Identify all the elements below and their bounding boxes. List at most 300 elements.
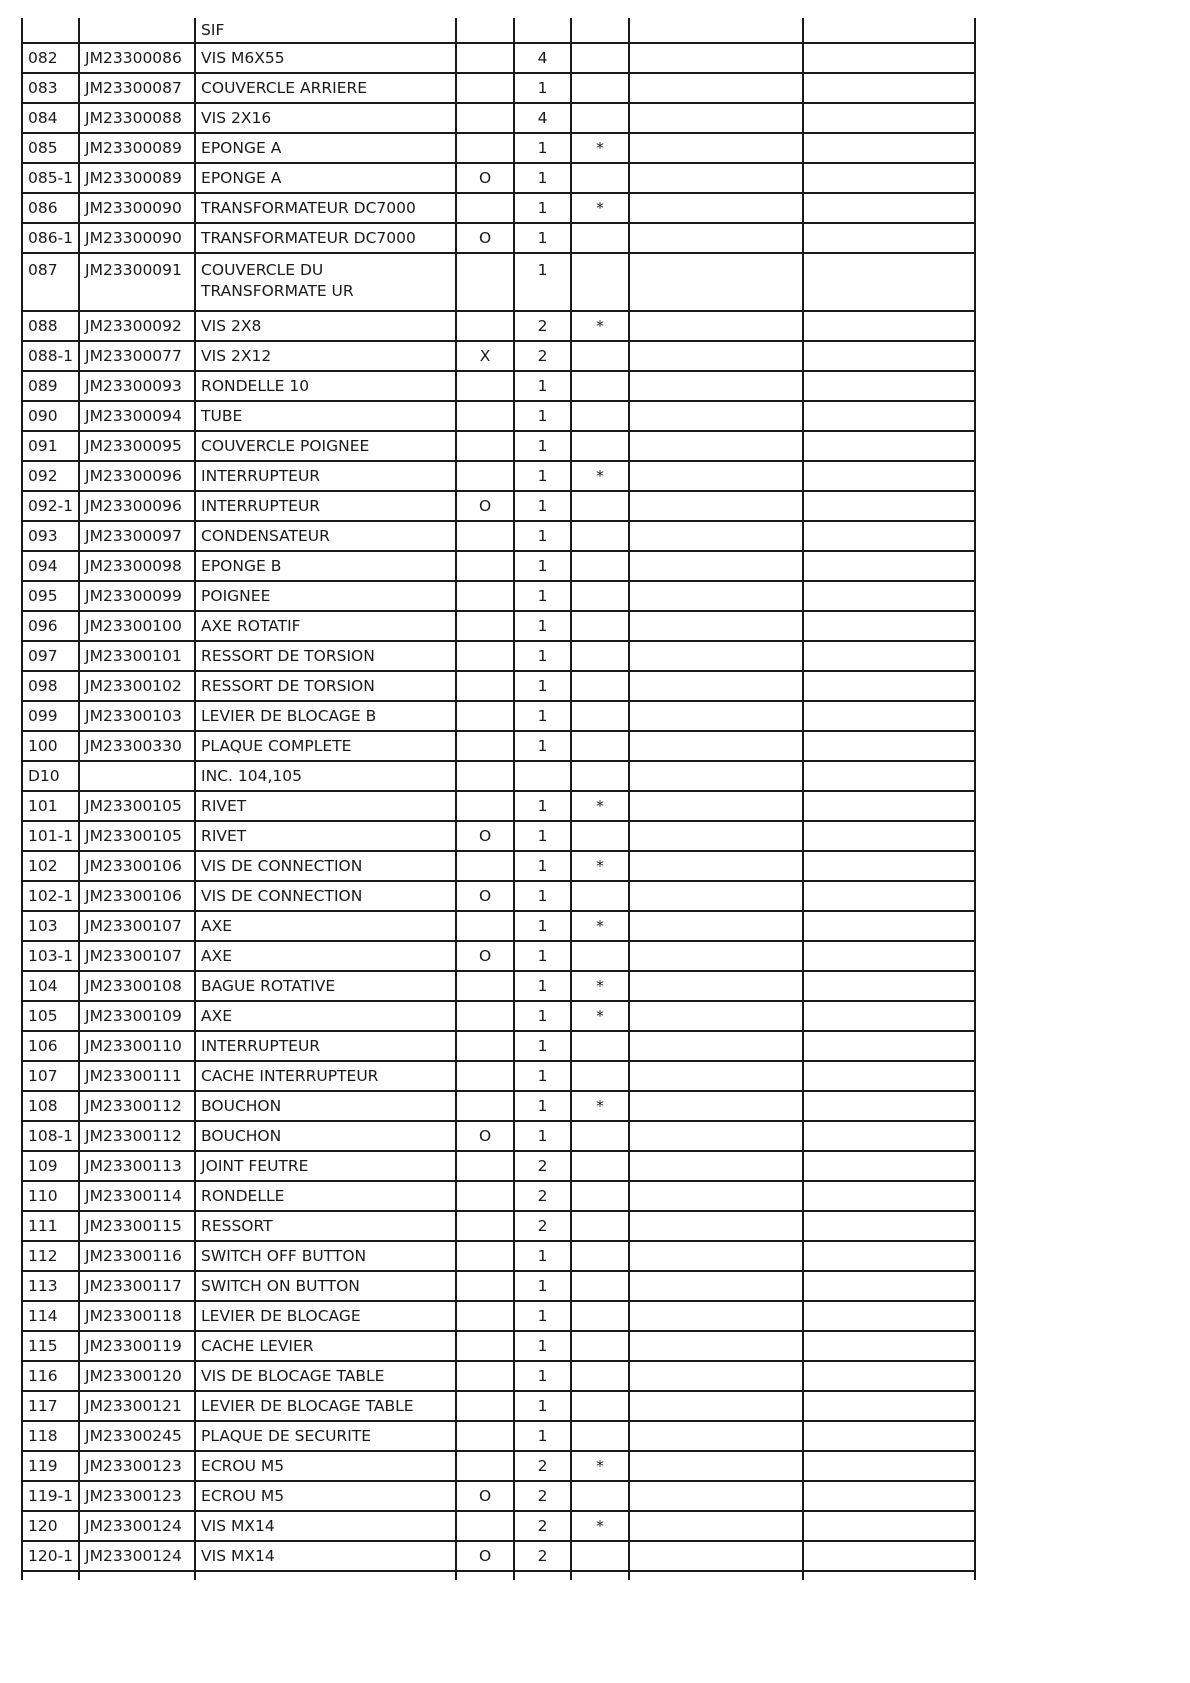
item-number-cell: 086-1	[22, 223, 79, 253]
item-number-cell: 094	[22, 551, 79, 581]
table-row	[22, 401, 975, 431]
item-number-cell: 084	[22, 103, 79, 133]
note-mark-cell	[571, 253, 629, 311]
part-code-cell: JM23300100	[79, 611, 195, 641]
part-code-cell: JM23300092	[79, 311, 195, 341]
blank-cell	[803, 43, 975, 73]
table-row	[22, 1511, 975, 1541]
blank-cell	[803, 133, 975, 163]
blank-cell	[803, 491, 975, 521]
description-cell: VIS 2X12	[195, 341, 456, 371]
quantity-cell: 1	[514, 701, 571, 731]
quantity-cell: 2	[514, 311, 571, 341]
note-mark-cell: *	[571, 1451, 629, 1481]
description-cell: VIS M6X55	[195, 43, 456, 73]
item-number-cell: 106	[22, 1031, 79, 1061]
variant-mark-cell: O	[456, 223, 514, 253]
blank-cell	[803, 341, 975, 371]
blank-cell	[803, 1361, 975, 1391]
quantity-cell: 1	[514, 133, 571, 163]
quantity-cell: 1	[514, 1031, 571, 1061]
blank-cell	[803, 401, 975, 431]
table-row	[22, 881, 975, 911]
part-code-cell: JM23300116	[79, 1241, 195, 1271]
note-mark-cell: *	[571, 851, 629, 881]
quantity-cell: 1	[514, 431, 571, 461]
note-mark-cell: *	[571, 461, 629, 491]
note-mark-cell	[571, 1331, 629, 1361]
note-mark-cell	[571, 881, 629, 911]
variant-mark-cell	[456, 73, 514, 103]
note-mark-cell	[571, 941, 629, 971]
part-code-cell: JM23300105	[79, 821, 195, 851]
blank-cell	[629, 611, 803, 641]
table-row	[22, 1481, 975, 1511]
blank-cell	[803, 731, 975, 761]
item-number-cell: 088-1	[22, 341, 79, 371]
blank-cell	[803, 1301, 975, 1331]
description-cell: TUBE	[195, 401, 456, 431]
quantity-cell: 2	[514, 1511, 571, 1541]
table-row	[22, 341, 975, 371]
blank-cell	[629, 1121, 803, 1151]
note-mark-cell: *	[571, 791, 629, 821]
description-cell: VIS DE CONNECTION	[195, 851, 456, 881]
description-cell: LEVIER DE BLOCAGE	[195, 1301, 456, 1331]
blank-cell	[629, 431, 803, 461]
quantity-cell: 1	[514, 881, 571, 911]
table-row	[22, 1571, 975, 1580]
item-number-cell: 103	[22, 911, 79, 941]
table-row	[22, 671, 975, 701]
table-row	[22, 641, 975, 671]
blank-cell	[629, 133, 803, 163]
blank-cell	[803, 253, 975, 311]
variant-mark-cell: O	[456, 941, 514, 971]
blank-cell	[629, 341, 803, 371]
item-number-cell: 108-1	[22, 1121, 79, 1151]
table-row	[22, 1151, 975, 1181]
variant-mark-cell	[456, 1361, 514, 1391]
part-code-cell: JM23300123	[79, 1451, 195, 1481]
blank-cell	[803, 1391, 975, 1421]
item-number-cell: 092	[22, 461, 79, 491]
blank-cell	[803, 371, 975, 401]
blank-cell	[803, 163, 975, 193]
table-row	[22, 1061, 975, 1091]
description-cell: PLAQUE DE SECURITE	[195, 1421, 456, 1451]
variant-mark-cell: O	[456, 881, 514, 911]
table-row	[22, 1421, 975, 1451]
item-number-cell: 097	[22, 641, 79, 671]
blank-cell	[629, 1421, 803, 1451]
item-number-cell: 087	[22, 253, 79, 311]
blank-cell	[629, 1061, 803, 1091]
description-cell: EPONGE A	[195, 133, 456, 163]
note-mark-cell: *	[571, 971, 629, 1001]
blank-cell	[803, 1001, 975, 1031]
variant-mark-cell	[456, 1061, 514, 1091]
variant-mark-cell	[456, 701, 514, 731]
quantity-cell	[514, 18, 571, 43]
description-cell: COUVERCLE DU TRANSFORMATE UR	[195, 253, 456, 311]
item-number-cell: 112	[22, 1241, 79, 1271]
part-code-cell: JM23300097	[79, 521, 195, 551]
item-number-cell: 120-1	[22, 1541, 79, 1571]
blank-cell	[629, 1541, 803, 1571]
note-mark-cell	[571, 1181, 629, 1211]
part-code-cell: JM23300330	[79, 731, 195, 761]
item-number-cell	[22, 1571, 79, 1580]
table-row	[22, 133, 975, 163]
item-number-cell: 103-1	[22, 941, 79, 971]
part-code-cell: JM23300115	[79, 1211, 195, 1241]
quantity-cell: 1	[514, 821, 571, 851]
table-row	[22, 911, 975, 941]
note-mark-cell	[571, 1061, 629, 1091]
blank-cell	[629, 1271, 803, 1301]
description-cell: POIGNEE	[195, 581, 456, 611]
item-number-cell: 119	[22, 1451, 79, 1481]
variant-mark-cell	[456, 401, 514, 431]
item-number-cell: 095	[22, 581, 79, 611]
variant-mark-cell	[456, 1031, 514, 1061]
variant-mark-cell	[456, 581, 514, 611]
blank-cell	[629, 641, 803, 671]
description-cell: SWITCH ON BUTTON	[195, 1271, 456, 1301]
variant-mark-cell	[456, 1181, 514, 1211]
blank-cell	[629, 1001, 803, 1031]
description-cell: SIF	[195, 18, 456, 43]
part-code-cell: JM23300096	[79, 461, 195, 491]
part-code-cell: JM23300102	[79, 671, 195, 701]
note-mark-cell	[571, 401, 629, 431]
quantity-cell: 1	[514, 1061, 571, 1091]
part-code-cell: JM23300098	[79, 551, 195, 581]
note-mark-cell	[571, 103, 629, 133]
quantity-cell: 1	[514, 223, 571, 253]
note-mark-cell	[571, 1361, 629, 1391]
table-row	[22, 1361, 975, 1391]
table-row	[22, 1451, 975, 1481]
table-row	[22, 821, 975, 851]
blank-cell	[803, 911, 975, 941]
note-mark-cell	[571, 1121, 629, 1151]
part-code-cell: JM23300103	[79, 701, 195, 731]
variant-mark-cell	[456, 851, 514, 881]
item-number-cell: 104	[22, 971, 79, 1001]
quantity-cell: 1	[514, 791, 571, 821]
item-number-cell: 086	[22, 193, 79, 223]
variant-mark-cell	[456, 461, 514, 491]
blank-cell	[629, 911, 803, 941]
part-code-cell: JM23300086	[79, 43, 195, 73]
description-cell: INTERRUPTEUR	[195, 461, 456, 491]
table-row	[22, 73, 975, 103]
table-row	[22, 1001, 975, 1031]
blank-cell	[803, 1271, 975, 1301]
blank-cell	[629, 18, 803, 43]
parts-table	[21, 18, 976, 1580]
variant-mark-cell	[456, 791, 514, 821]
quantity-cell: 1	[514, 731, 571, 761]
blank-cell	[629, 43, 803, 73]
blank-cell	[803, 1571, 975, 1580]
quantity-cell: 1	[514, 1331, 571, 1361]
blank-cell	[803, 193, 975, 223]
table-row	[22, 1181, 975, 1211]
blank-cell	[803, 791, 975, 821]
note-mark-cell	[571, 581, 629, 611]
item-number-cell: 117	[22, 1391, 79, 1421]
part-code-cell: JM23300090	[79, 223, 195, 253]
description-cell: TRANSFORMATEUR DC7000	[195, 223, 456, 253]
item-number-cell: 109	[22, 1151, 79, 1181]
table-row	[22, 1541, 975, 1571]
table-row	[22, 941, 975, 971]
item-number-cell: 096	[22, 611, 79, 641]
parts-table-body	[22, 18, 975, 1580]
description-cell: PLAQUE COMPLETE	[195, 731, 456, 761]
description-cell: AXE	[195, 911, 456, 941]
variant-mark-cell	[456, 133, 514, 163]
blank-cell	[629, 223, 803, 253]
blank-cell	[629, 401, 803, 431]
note-mark-cell: *	[571, 311, 629, 341]
item-number-cell: 090	[22, 401, 79, 431]
note-mark-cell: *	[571, 133, 629, 163]
table-row	[22, 1391, 975, 1421]
blank-cell	[629, 551, 803, 581]
quantity-cell: 2	[514, 1541, 571, 1571]
quantity-cell: 1	[514, 1421, 571, 1451]
description-cell: INTERRUPTEUR	[195, 491, 456, 521]
note-mark-cell: *	[571, 1511, 629, 1541]
blank-cell	[629, 791, 803, 821]
item-number-cell: 102-1	[22, 881, 79, 911]
description-cell: CONDENSATEUR	[195, 521, 456, 551]
blank-cell	[803, 1451, 975, 1481]
blank-cell	[629, 701, 803, 731]
quantity-cell: 1	[514, 491, 571, 521]
variant-mark-cell	[456, 1511, 514, 1541]
quantity-cell: 1	[514, 671, 571, 701]
variant-mark-cell	[456, 731, 514, 761]
note-mark-cell	[571, 73, 629, 103]
description-cell: AXE ROTATIF	[195, 611, 456, 641]
blank-cell	[629, 671, 803, 701]
item-number-cell: 088	[22, 311, 79, 341]
variant-mark-cell	[456, 761, 514, 791]
variant-mark-cell	[456, 671, 514, 701]
table-row	[22, 431, 975, 461]
variant-mark-cell	[456, 1271, 514, 1301]
item-number-cell: 093	[22, 521, 79, 551]
table-row	[22, 521, 975, 551]
blank-cell	[803, 461, 975, 491]
variant-mark-cell	[456, 431, 514, 461]
note-mark-cell	[571, 223, 629, 253]
item-number-cell: 085-1	[22, 163, 79, 193]
blank-cell	[629, 971, 803, 1001]
table-row	[22, 491, 975, 521]
blank-cell	[629, 1451, 803, 1481]
note-mark-cell	[571, 1211, 629, 1241]
quantity-cell: 1	[514, 461, 571, 491]
note-mark-cell	[571, 731, 629, 761]
description-cell: RONDELLE	[195, 1181, 456, 1211]
quantity-cell: 1	[514, 911, 571, 941]
note-mark-cell	[571, 671, 629, 701]
table-row	[22, 1031, 975, 1061]
blank-cell	[803, 1031, 975, 1061]
table-row	[22, 701, 975, 731]
quantity-cell: 1	[514, 1391, 571, 1421]
part-code-cell: JM23300087	[79, 73, 195, 103]
variant-mark-cell	[456, 1151, 514, 1181]
item-number-cell: 083	[22, 73, 79, 103]
quantity-cell: 2	[514, 1181, 571, 1211]
note-mark-cell	[571, 521, 629, 551]
table-row	[22, 223, 975, 253]
blank-cell	[803, 223, 975, 253]
description-cell: VIS 2X16	[195, 103, 456, 133]
blank-cell	[803, 521, 975, 551]
note-mark-cell	[571, 1541, 629, 1571]
note-mark-cell: *	[571, 193, 629, 223]
blank-cell	[803, 1511, 975, 1541]
variant-mark-cell	[456, 971, 514, 1001]
blank-cell	[629, 1091, 803, 1121]
item-number-cell: 110	[22, 1181, 79, 1211]
description-cell: VIS MX14	[195, 1541, 456, 1571]
note-mark-cell	[571, 341, 629, 371]
description-cell: BOUCHON	[195, 1121, 456, 1151]
blank-cell	[803, 311, 975, 341]
note-mark-cell	[571, 1151, 629, 1181]
item-number-cell	[22, 18, 79, 43]
note-mark-cell	[571, 761, 629, 791]
blank-cell	[629, 73, 803, 103]
description-cell: BOUCHON	[195, 1091, 456, 1121]
part-code-cell: JM23300245	[79, 1421, 195, 1451]
quantity-cell: 1	[514, 1271, 571, 1301]
variant-mark-cell	[456, 253, 514, 311]
blank-cell	[803, 641, 975, 671]
variant-mark-cell	[456, 43, 514, 73]
description-cell	[195, 1571, 456, 1580]
note-mark-cell	[571, 1391, 629, 1421]
part-code-cell: JM23300124	[79, 1511, 195, 1541]
quantity-cell: 1	[514, 1121, 571, 1151]
blank-cell	[629, 761, 803, 791]
item-number-cell: 118	[22, 1421, 79, 1451]
description-cell: VIS MX14	[195, 1511, 456, 1541]
quantity-cell: 1	[514, 941, 571, 971]
part-code-cell: JM23300117	[79, 1271, 195, 1301]
blank-cell	[629, 581, 803, 611]
part-code-cell: JM23300109	[79, 1001, 195, 1031]
item-number-cell: 114	[22, 1301, 79, 1331]
quantity-cell: 1	[514, 1361, 571, 1391]
item-number-cell: 089	[22, 371, 79, 401]
description-cell: RIVET	[195, 821, 456, 851]
blank-cell	[629, 461, 803, 491]
note-mark-cell: *	[571, 911, 629, 941]
description-cell: LEVIER DE BLOCAGE TABLE	[195, 1391, 456, 1421]
note-mark-cell	[571, 431, 629, 461]
variant-mark-cell	[456, 1001, 514, 1031]
table-row	[22, 461, 975, 491]
part-code-cell: JM23300101	[79, 641, 195, 671]
quantity-cell: 1	[514, 1001, 571, 1031]
part-code-cell: JM23300123	[79, 1481, 195, 1511]
blank-cell	[629, 1211, 803, 1241]
description-cell: VIS 2X8	[195, 311, 456, 341]
note-mark-cell	[571, 491, 629, 521]
part-code-cell: JM23300107	[79, 911, 195, 941]
note-mark-cell	[571, 43, 629, 73]
part-code-cell: JM23300121	[79, 1391, 195, 1421]
blank-cell	[803, 1061, 975, 1091]
table-row	[22, 1301, 975, 1331]
blank-cell	[629, 881, 803, 911]
variant-mark-cell	[456, 911, 514, 941]
blank-cell	[629, 1331, 803, 1361]
quantity-cell: 2	[514, 341, 571, 371]
table-row	[22, 1241, 975, 1271]
item-number-cell: 101	[22, 791, 79, 821]
table-row	[22, 311, 975, 341]
blank-cell	[803, 761, 975, 791]
blank-cell	[629, 1151, 803, 1181]
note-mark-cell	[571, 18, 629, 43]
description-cell: EPONGE B	[195, 551, 456, 581]
note-mark-cell	[571, 821, 629, 851]
table-row	[22, 1211, 975, 1241]
item-number-cell: 102	[22, 851, 79, 881]
table-row	[22, 791, 975, 821]
part-code-cell: JM23300124	[79, 1541, 195, 1571]
variant-mark-cell	[456, 18, 514, 43]
blank-cell	[803, 1211, 975, 1241]
description-cell: ECROU M5	[195, 1451, 456, 1481]
item-number-cell: 082	[22, 43, 79, 73]
item-number-cell: 099	[22, 701, 79, 731]
part-code-cell: JM23300111	[79, 1061, 195, 1091]
quantity-cell: 1	[514, 641, 571, 671]
table-row	[22, 851, 975, 881]
blank-cell	[629, 731, 803, 761]
quantity-cell: 1	[514, 851, 571, 881]
quantity-cell: 2	[514, 1481, 571, 1511]
description-cell: RONDELLE 10	[195, 371, 456, 401]
blank-cell	[803, 1181, 975, 1211]
table-row	[22, 371, 975, 401]
description-cell: EPONGE A	[195, 163, 456, 193]
part-code-cell: JM23300118	[79, 1301, 195, 1331]
note-mark-cell	[571, 1271, 629, 1301]
variant-mark-cell	[456, 1571, 514, 1580]
blank-cell	[629, 941, 803, 971]
item-number-cell: 092-1	[22, 491, 79, 521]
note-mark-cell	[571, 1421, 629, 1451]
blank-cell	[803, 1241, 975, 1271]
blank-cell	[629, 253, 803, 311]
item-number-cell: 101-1	[22, 821, 79, 851]
part-code-cell: JM23300113	[79, 1151, 195, 1181]
description-cell: SWITCH OFF BUTTON	[195, 1241, 456, 1271]
